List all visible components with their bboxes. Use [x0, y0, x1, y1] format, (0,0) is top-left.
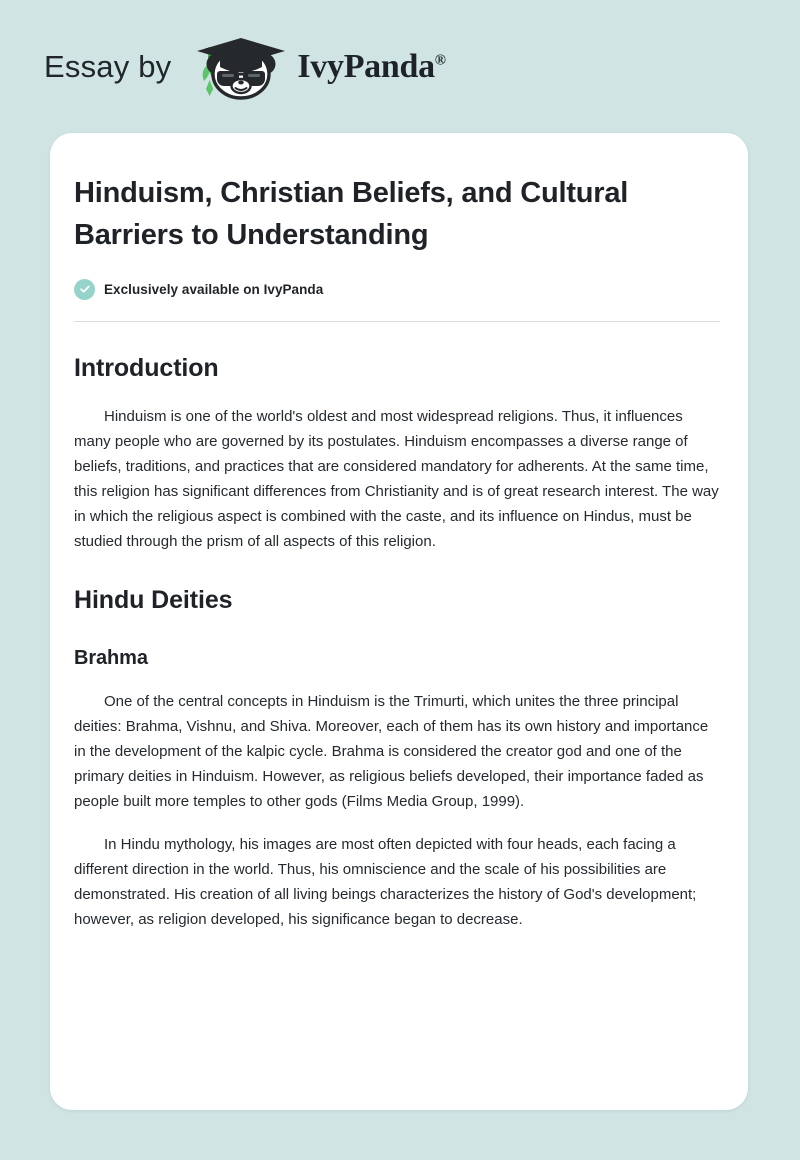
registered-trademark-icon: ®: [434, 52, 446, 69]
ivypanda-brand-lockup[interactable]: [187, 34, 445, 100]
section-heading-introduction: Introduction: [74, 353, 219, 382]
brand-wordmark: [297, 47, 446, 85]
panda-graduate-logo-icon: [187, 34, 295, 100]
essay-content: [74, 173, 722, 932]
header-divider: [74, 321, 720, 322]
section-heading-hindu-deities: Hindu Deities: [74, 586, 233, 615]
brand-name-text: IvyPanda: [297, 47, 435, 85]
subsection-heading-brahma: Brahma: [74, 646, 148, 669]
paragraph: Hinduism is one of the world's oldest and most widespread religions. Thus, it influences many people who are governed by its postulates. Hinduism encompasses a diverse range of beliefs, traditions, and practices that are considered mandatory for adherents. At the same time, this religion has significant differences from Christianity and is of great research interest. The way in which the religious aspect is combined with the caste, and its influence on Hindus, must be studied through the prism of all aspects of this religion.: [74, 408, 719, 551]
exclusive-availability-badge: [74, 279, 722, 300]
page-title: Hinduism, Christian Beliefs, and Cultural Barriers to Understanding: [74, 177, 629, 251]
check-circle-icon: [74, 279, 95, 300]
paragraph: In Hindu mythology, his images are most often depicted with four heads, each facing a different direction in the world. Thus, his omniscience and the scale of his possibilities are demonstrated. His creation of all living beings characterizes the history of God's development; however, as religion developed, his significance began to decrease.: [74, 836, 697, 929]
essay-card: [50, 133, 748, 1110]
masthead-essay-by-label: Essay by: [44, 49, 172, 84]
masthead: [0, 0, 800, 133]
paragraph: One of the central concepts in Hinduism is the Trimurti, which unites the three principal deities: Brahma, Vishnu, and Shiva. Moreover, each of them has its own history and importance in the development of the kalpic cycle. Brahma is considered the creator god and one of the primary deities in Hinduism. However, as religious beliefs developed, their importance faded as people built more temples to other gods (Films Media Group, 1999).: [74, 692, 709, 810]
exclusive-badge-label: Exclusively available on IvyPanda: [104, 281, 324, 297]
